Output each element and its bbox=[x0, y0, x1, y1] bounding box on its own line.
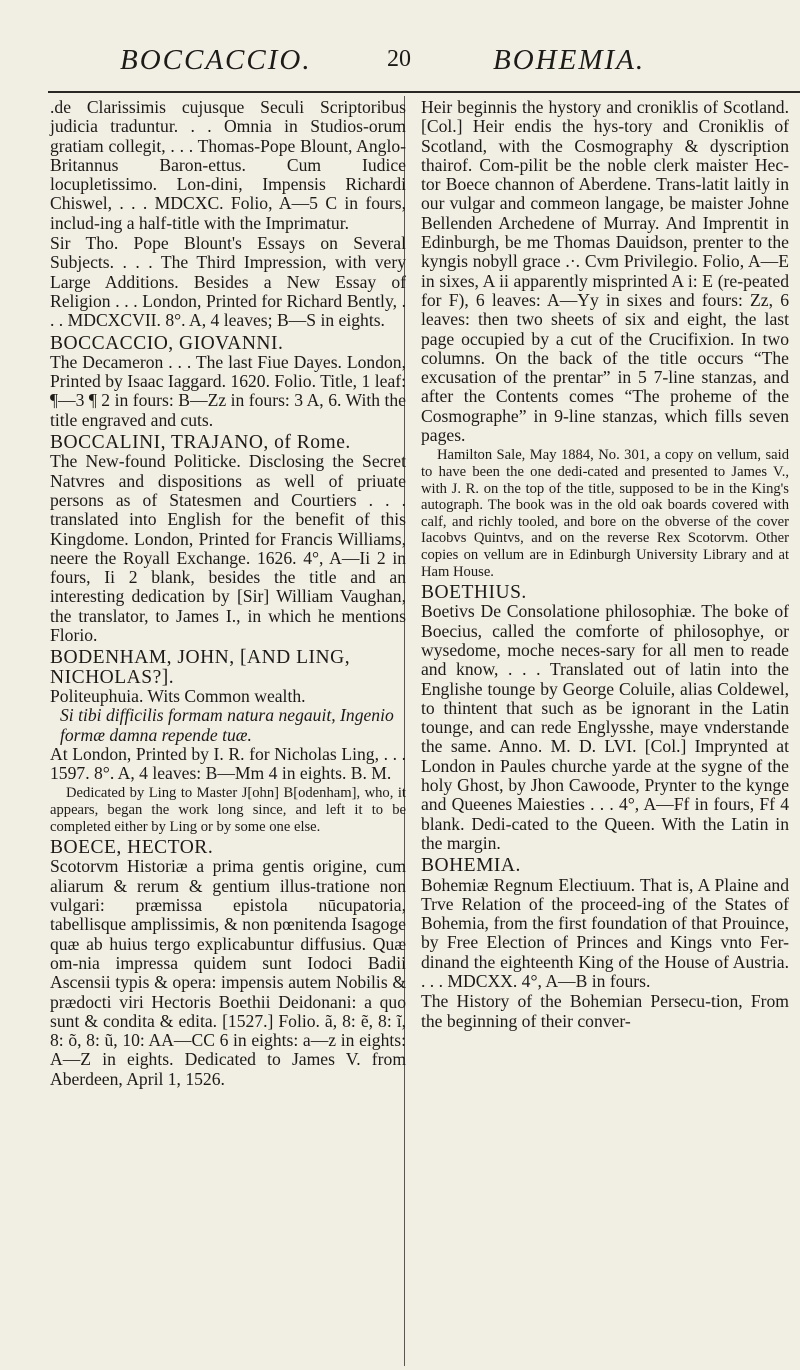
header-rule bbox=[48, 91, 800, 93]
entry-heading: BOCCALINI, TRAJANO, of Rome. bbox=[50, 432, 351, 454]
running-head-left: BOCCACCIO. bbox=[120, 44, 312, 76]
entry-text: The New-found Politicke. Disclosing the Secret Natvres and dispositions as well of priuate persons as of Statesmen and Courtiers . . . translated into English for the benefit of this Kingdome. London, Printed for Francis Williams, neere the Royall Exchange. 1626. 4°, A—Ii 2 in fours, Ii 2 blank, besides the title and an interesting dedication by [Sir] William Vaughan, the translator, to James I., in which he mentions Florio. bbox=[50, 451, 406, 646]
entry-text: The Decameron . . . The last Fiue Dayes. London, Printed by Isaac Iaggard. 1620. Folio. Title, 1 leaf: ¶—3 ¶ 2 in fours: B—Zz in fours: 3 A, 6. With the title engraved and cuts. bbox=[50, 351, 406, 430]
entry-text: Bohemiæ Regnum Electiuum. That is, A Plaine and Trve Relation of the proceed-ing of the States of Bohemia, from the first foundation of that Prouince, by Free Election of Princes and Kings vnto Fer-dinand the eighteenth King of the House of Austria. . . . MDCXX. 4°, A—B in fours. bbox=[421, 874, 789, 992]
entry-note: Dedicated by Ling to Master J[ohn] B[odenham], who, it appears, began the work long since, and left it to be completed either by Ling or by some one else. bbox=[50, 785, 406, 835]
left-column bbox=[50, 98, 406, 1089]
right-column bbox=[421, 98, 789, 1031]
epigraph: Si tibi difficilis formam natura negauit, Ingenio formæ damna repende tuæ. bbox=[60, 705, 394, 745]
entry-text: At London, Printed by I. R. for Nicholas Ling, . . . 1597. 8°. A, 4 leaves: B—Mm 4 in eights. B. M. bbox=[50, 743, 406, 784]
entry-text: Scotorvm Historiæ a prima gentis origine, cum aliarum & rerum & gentium illus-tratione non vulgari: præmissa epistola nūcupatoria, tabellisque amplissimis, & non pœnitenda Isagoge quæ ab huius tergo explicabuntur diffusius. Quæ om-nia impressa quidem sunt Iodoci Badii Ascensii typis & opera: impensis autem Nobilis & prædocti viri Hectoris Boethii Deidonani: a quo sunt & condita & edita. [1527.] Folio. ã, 8: ẽ, 8: ĩ, 8: õ, 8: ũ, 10: AA—CC 6 in eights: a—z in eights: A—Z in eights. Dedicated to James V. from Aberdeen, April 1, 1526. bbox=[50, 856, 406, 1089]
entry-text: .de Clarissimis cujusque Seculi Scriptoribus judicia traduntur. . . Omnia in Studios-orum gratiam collegit, . . . Thomas-Pope Blount, Anglo-Britannus Baron-ettus. Cum Iudice locupletissimo. Lon-dini, Impensis Richardi Chiswel, . . . MDCXC. Folio, A—5 C in fours, includ-ing a half-title with the Imprimatur. bbox=[50, 97, 406, 233]
entry-heading: BOHEMIA. bbox=[421, 855, 521, 877]
entry-note: Hamilton Sale, May 1884, No. 301, a copy on vellum, said to have been the one dedi-cated and presented to James V., with J. R. on the top of the title, supposed to be in the King's autograph. The book was in the old oak boards covered with calf, and richly tooled, and bore on the obverse of the cover Iacobvs Quintvs, and on the reverse Rex Scotorvm. Other copies on vellum are in Edinburgh University Library and at Ham House. bbox=[421, 447, 789, 580]
page-number: 20 bbox=[387, 46, 411, 72]
entry-text: Heir beginnis the hystory and croniklis of Scotland. [Col.] Heir endis the hys-tory and Croniklis of Scotland, with the Cosmography & dyscription thairof. Com-pilit be the noble clerk maister Hec-tor Boece channon of Aberdene. Trans-latit laitly in our vulgar and commeon langage, be maister Johne Bellenden Archedene of Murray. And Imprentit in Edinburgh, be me Thomas Dauidson, prenter to the kyngis nobyll grace .·. Cvm Privilegio. Folio, A—E in sixes, A ii apparently misprinted A i: E (re-peated for F), 6 leaves: A—Yy in sixes and fours: Zz, 6 leaves: then two sheets of six and eight, the last page occupied by a cut of the Crucifixion. In two columns. On the back of the title occurs “The excusation of the prentar” in 5 7-line stanzas, and after the Contents comes “The proheme of the Cosmographe” in 9-line stanzas, which fills seven pages. bbox=[421, 97, 789, 446]
entry-heading: BODENHAM, JOHN, [AND LING, NICHOLAS?]. bbox=[50, 647, 351, 688]
running-header bbox=[0, 44, 800, 84]
entry-heading: BOETHIUS. bbox=[421, 582, 527, 604]
running-head-right: BOHEMIA. bbox=[493, 44, 646, 76]
entry-text: Politeuphuia. Wits Common wealth. bbox=[50, 685, 306, 706]
entry-text: Sir Tho. Pope Blount's Essays on Several Subjects. . . . The Third Impression, with very Large Additions. Besides a New Essay of Religion . . . London, Printed for Richard Bently, . . . MDCXCVII. 8°. A, 4 leaves; B—S in eights. bbox=[50, 233, 406, 331]
entry-heading: BOECE, HECTOR. bbox=[50, 837, 214, 859]
entry-text: The History of the Bohemian Persecu-tion, From the beginning of their conver- bbox=[421, 991, 789, 1031]
entry-text: Boetivs De Consolatione philosophiæ. The boke of Boecius, called the comforte of philosophye, or wysedome, moche neces-sary for all men to reade and know, . . . Translated out of latin into the Englishe tounge by George Coluile, alias Coldewel, to thintent that such as be ignorant in the Latin tounge, and can rede Englysshe, maye vnderstande the same. Anno. M. D. LVI. [Col.] Imprynted at London in Paules churche yarde at the sygne of the holy Ghost, by Jhon Cawoode, Prynter to the kynge and Queenes Maiesties . . . 4°, A—Ff in fours, Ff 4 blank. Dedi-cated to the Queen. With the Latin in the margin. bbox=[421, 601, 789, 853]
entry-heading: BOCCACCIO, GIOVANNI. bbox=[50, 332, 284, 354]
